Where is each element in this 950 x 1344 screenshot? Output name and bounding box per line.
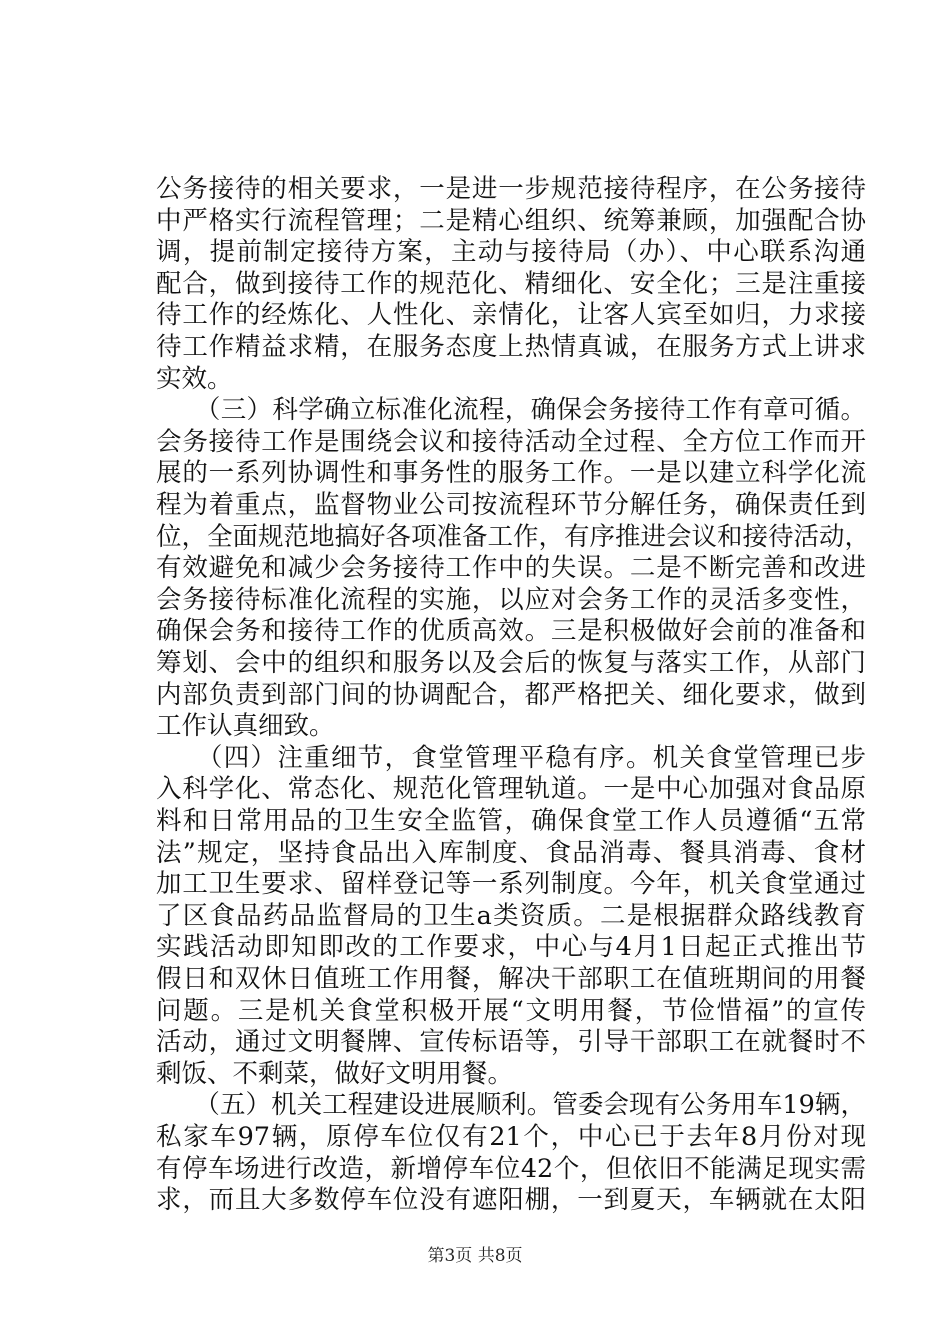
text-line: 配合，做到接待工作的规范化、精细化、安全化；三是注重接: [156, 269, 866, 299]
text-line: 位，全面规范地搞好各项准备工作，有序推进会议和接待活动，: [156, 522, 871, 552]
text-line: 活动，通过文明餐牌、宣传标语等，引导干部职工在就餐时不: [156, 1027, 866, 1057]
text-line: 实效。: [156, 364, 233, 394]
text-line: （三）科学确立标准化流程，确保会务接待工作有章可循。: [156, 395, 866, 425]
text-line: 待工作的经炼化、人性化、亲情化，让客人宾至如归，力求接: [156, 300, 866, 330]
text-line: 筹划、会中的组织和服务以及会后的恢复与落实工作，从部门: [156, 648, 866, 678]
text-line: 假日和双休日值班工作用餐，解决干部职工在值班期间的用餐: [156, 964, 866, 994]
text-line: 程为着重点，监督物业公司按流程环节分解任务，确保责任到: [156, 490, 866, 520]
text-line: 加工卫生要求、留样登记等一系列制度。今年，机关食堂通过: [156, 869, 866, 899]
text-line: 确保会务和接待工作的优质高效。三是积极做好会前的准备和: [156, 616, 866, 646]
text-line: 法”规定，坚持食品出入库制度、食品消毒、餐具消毒、食材: [156, 838, 866, 868]
text-line: （五）机关工程建设进展顺利。管委会现有公务用车19辆，: [156, 1090, 866, 1120]
text-line: 有停车场进行改造，新增停车位42个，但依旧不能满足现实需: [156, 1154, 866, 1184]
text-line: 公务接待的相关要求，一是进一步规范接待程序，在公务接待: [156, 174, 866, 204]
text-line: 会务接待工作是围绕会议和接待活动全过程、全方位工作而开: [156, 427, 866, 457]
text-line: 实践活动即知即改的工作要求，中心与4月1日起正式推出节: [156, 932, 866, 962]
text-line: 工作认真细致。: [156, 711, 335, 741]
text-line: 求，而且大多数停车位没有遮阳棚，一到夏天，车辆就在太阳: [156, 1185, 866, 1215]
text-line: 问题。三是机关食堂积极开展“文明用餐，节俭惜福”的宣传: [156, 996, 866, 1026]
text-line: （四）注重细节，食堂管理平稳有序。机关食堂管理已步: [156, 743, 866, 773]
page-footer: 第3页 共8页: [427, 1246, 523, 1266]
text-line: 内部负责到部门间的协调配合，都严格把关、细化要求，做到: [156, 680, 866, 710]
text-line: 剩饭、不剩菜，做好文明用餐。: [156, 1059, 514, 1089]
text-line: 待工作精益求精，在服务态度上热情真诚，在服务方式上讲求: [156, 332, 866, 362]
text-line: 私家车97辆，原停车位仅有21个，中心已于去年8月份对现: [156, 1122, 866, 1152]
text-line: 中严格实行流程管理；二是精心组织、统筹兼顾，加强配合协: [156, 206, 866, 236]
text-line: 调，提前制定接待方案，主动与接待局（办）、中心联系沟通: [156, 237, 866, 267]
text-line: 有效避免和减少会务接待工作中的失误。二是不断完善和改进: [156, 553, 866, 583]
text-line: 入科学化、常态化、规范化管理轨道。一是中心加强对食品原: [156, 774, 866, 804]
text-line: 料和日常用品的卫生安全监管，确保食堂工作人员遵循“五常: [156, 806, 866, 836]
text-line: 了区食品药品监督局的卫生a类资质。二是根据群众路线教育: [156, 901, 866, 931]
text-line: 会务接待标准化流程的实施，以应对会务工作的灵活多变性，: [156, 585, 866, 615]
text-line: 展的一系列协调性和事务性的服务工作。一是以建立科学化流: [156, 458, 866, 488]
